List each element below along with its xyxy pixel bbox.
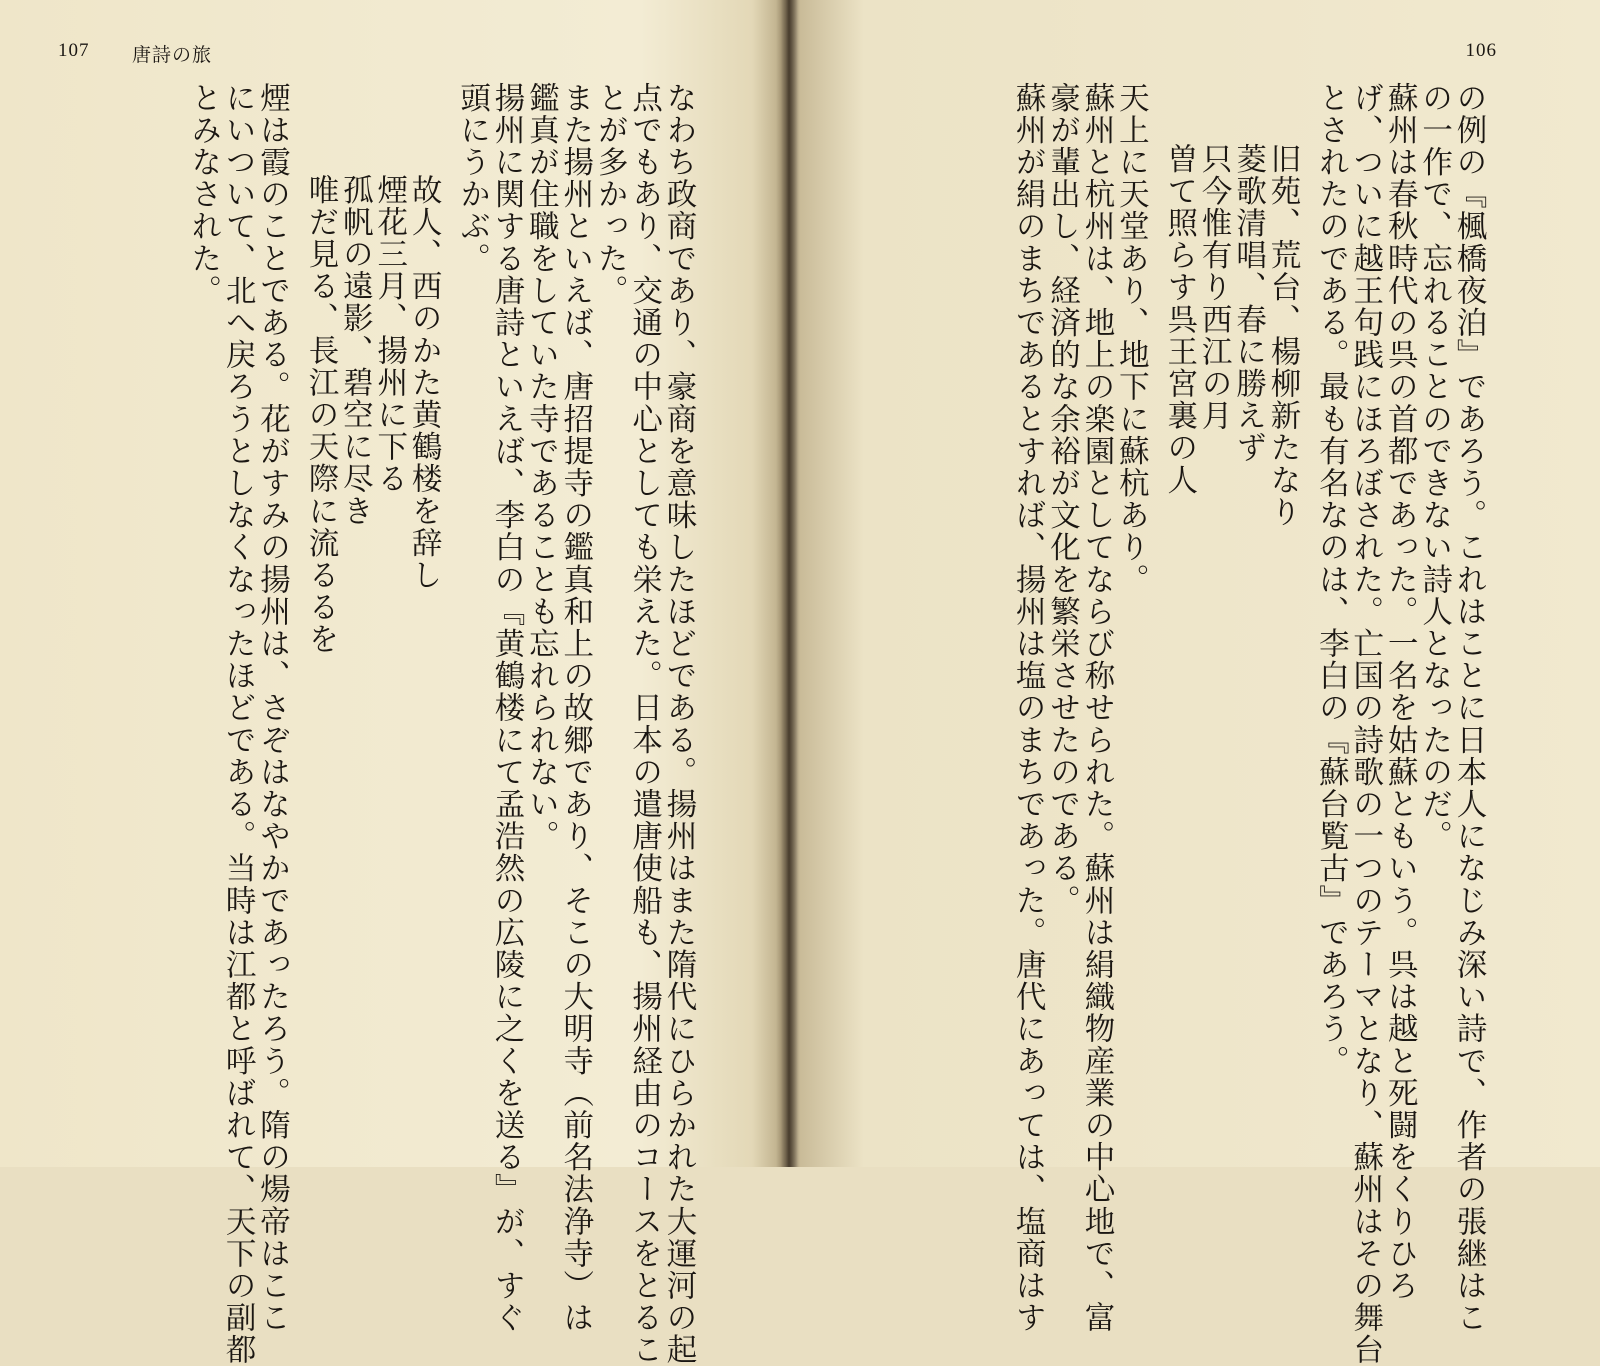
gutter-shadow xyxy=(776,0,798,1167)
text-line: の一作で、忘れることのできない詩人となったのだ。 xyxy=(1416,82,1452,853)
page-right xyxy=(800,0,1600,1366)
page-number-right: 106 xyxy=(1465,40,1497,61)
text-line: 蘇州は春秋時代の呉の首都であった。一名を姑蘇ともいう。呉は越と死闘をくりひろ xyxy=(1382,82,1418,1302)
text-line: また揚州といえば、唐招提寺の鑑真和上の故郷であり、そこの大明寺（前名法浄寺）は xyxy=(557,82,593,1334)
page-number-left: 107 xyxy=(58,40,90,61)
text-line: げ、ついに越王句践にほろぼされた。亡国の詩歌の一つのテーマとなり、蘇州はその舞台 xyxy=(1347,82,1383,1366)
poem-line: 只今惟有り西江の月 xyxy=(1196,143,1232,432)
poem-line: 旧苑、荒台、楊柳新たなり xyxy=(1264,143,1300,529)
text-line: 豪が輩出し、経済的な余裕が文化を繁栄させたのである。 xyxy=(1044,82,1080,917)
text-line: とが多かった。 xyxy=(592,82,628,307)
poem-line: 孤帆の遠影、碧空に尽き xyxy=(337,174,373,528)
text-line: の例の『楓橋夜泊』であろう。これはことに日本人になじみ深い詩で、作者の張継はこ xyxy=(1451,82,1486,1334)
poem-line: 菱歌清唱、春に勝えず xyxy=(1230,143,1266,464)
body-text-right xyxy=(845,82,1486,1366)
text-line: 鑑真が住職をしていた寺であることも忘れられない。 xyxy=(523,82,559,853)
poem-line: 煙花三月、揚州に下る xyxy=(371,174,407,495)
text-line: 揚州に関する唐詩といえば、李白の『黄鶴楼にて孟浩然の広陵に之くを送る』が、すぐ xyxy=(488,82,524,1334)
text-line: にいついて、北へ戻ろうとしなくなったほどである。当時は江都と呼ばれて、天下の副都 xyxy=(220,82,256,1366)
text-line: なわち政商であり、豪商を意味したほどである。揚州はまた隋代にひらかれた大運河の起 xyxy=(661,82,696,1366)
running-head: 唐詩の旅 xyxy=(132,45,213,66)
text-line: 煙は霞のことである。花がすみの揚州は、さぞはなやかであったろう。隋の煬帝はここ xyxy=(254,82,290,1334)
poem-line: 故人、西のかた黄鶴楼を辞し xyxy=(406,174,442,592)
text-line: 頭にうかぶ。 xyxy=(454,82,490,275)
text-line: 天上に天堂あり、地下に蘇杭あり。 xyxy=(1113,82,1149,596)
text-line: 蘇州が絹のまちであるとすれば、揚州は塩のまちであった。唐代にあっては、塩商はす xyxy=(1010,82,1046,1334)
text-line: とされたのである。最も有名なのは、李白の『蘇台覧古』であろう。 xyxy=(1313,82,1349,1078)
poem-line: 唯だ見る、長江の天際に流るるを xyxy=(302,174,338,656)
text-line: 蘇州と杭州は、地上の楽園としてならび称せられた。蘇州は絹織物産業の中心地で、富 xyxy=(1078,82,1114,1334)
text-line: 点でもあり、交通の中心としても栄えた。日本の遣唐使船も、揚州経由のコースをとるこ xyxy=(626,82,662,1366)
poem-line: 曽て照らす呉王宮裏の人 xyxy=(1161,143,1197,497)
text-line: とみなされた。 xyxy=(185,82,221,307)
page-left xyxy=(0,0,785,1366)
body-text-left xyxy=(50,82,696,1366)
